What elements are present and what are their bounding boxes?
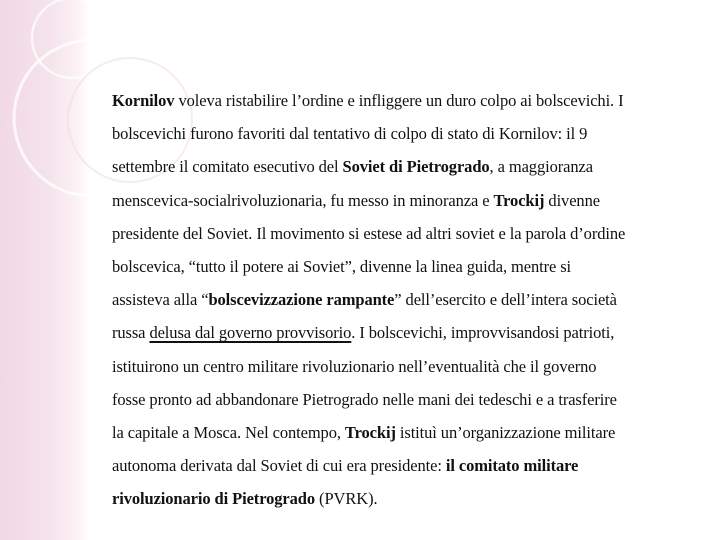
text-line-5 (112, 217, 702, 250)
text-line-3 (112, 150, 702, 183)
text-run: divenne (544, 190, 600, 210)
text-line-10 (112, 383, 702, 416)
text-run: assisteva alla “ (112, 290, 209, 310)
text-line-7 (112, 283, 702, 316)
text-run: la capitale a Mosca. Nel contempo, (112, 423, 345, 443)
text-run: . I bolscevichi, improvvisandosi patrioti, (351, 323, 615, 343)
text-run: bolscevichi furono favoriti dal tentativo di colpo di stato di Kornilov: il 9 (112, 124, 588, 144)
text-run: , a maggioranza (489, 157, 593, 177)
text-run: menscevica-socialrivoluzionaria, fu messo in minoranza e (112, 190, 494, 210)
text-run: settembre il comitato esecutivo del (112, 157, 343, 177)
text-line-1 (112, 84, 702, 117)
text-run: ” dell’esercito e dell’intera società (394, 290, 617, 310)
text-run: russa (112, 323, 150, 343)
text-line-12 (112, 449, 702, 482)
text-run: istituirono un centro militare rivoluzionario nell’eventualità che il governo (112, 356, 597, 376)
text-line-8 (112, 316, 702, 349)
text-run: autonoma derivata dal Soviet di cui era presidente: (112, 456, 446, 476)
text-run: istituì un’organizzazione militare (395, 423, 616, 443)
text-line-11 (112, 416, 702, 449)
text-run: voleva ristabilire l’ordine e infliggere un duro colpo ai bolscevichi. I (174, 91, 624, 110)
bold-comitato-militare: il comitato militare (445, 456, 579, 476)
text-line-9 (112, 350, 702, 383)
text-line-13 (112, 482, 702, 515)
bold-bolscevizzazione-rampante: bolscevizzazione rampante (208, 290, 395, 310)
underlined-delusa-dal-governo: delusa dal governo provvisorio (149, 323, 352, 343)
bold-trockij: Trockij (493, 190, 545, 210)
text-line-2 (112, 117, 702, 150)
text-run: presidente del Soviet. Il movimento si estese ad altri soviet e la parola d’ordine (112, 223, 626, 243)
text-line-4 (112, 184, 702, 217)
bold-soviet-di-pietrogrado: Soviet di Pietrogrado (342, 157, 490, 177)
bold-rivoluzionario-pietrogrado: rivoluzionario di Pietrogrado (112, 489, 316, 509)
text-run: bolscevica, “tutto il potere ai Soviet”, divenne la linea guida, mentre si (112, 257, 572, 277)
bold-trockij: Trockij (344, 423, 396, 443)
text-run: (PVRK). (315, 489, 378, 509)
body-text (112, 84, 702, 516)
text-line-6 (112, 250, 702, 283)
text-run: fosse pronto ad abbandonare Pietrogrado nelle mani dei tedeschi e a trasferire (112, 389, 617, 409)
bold-kornilov: Kornilov (112, 91, 175, 110)
